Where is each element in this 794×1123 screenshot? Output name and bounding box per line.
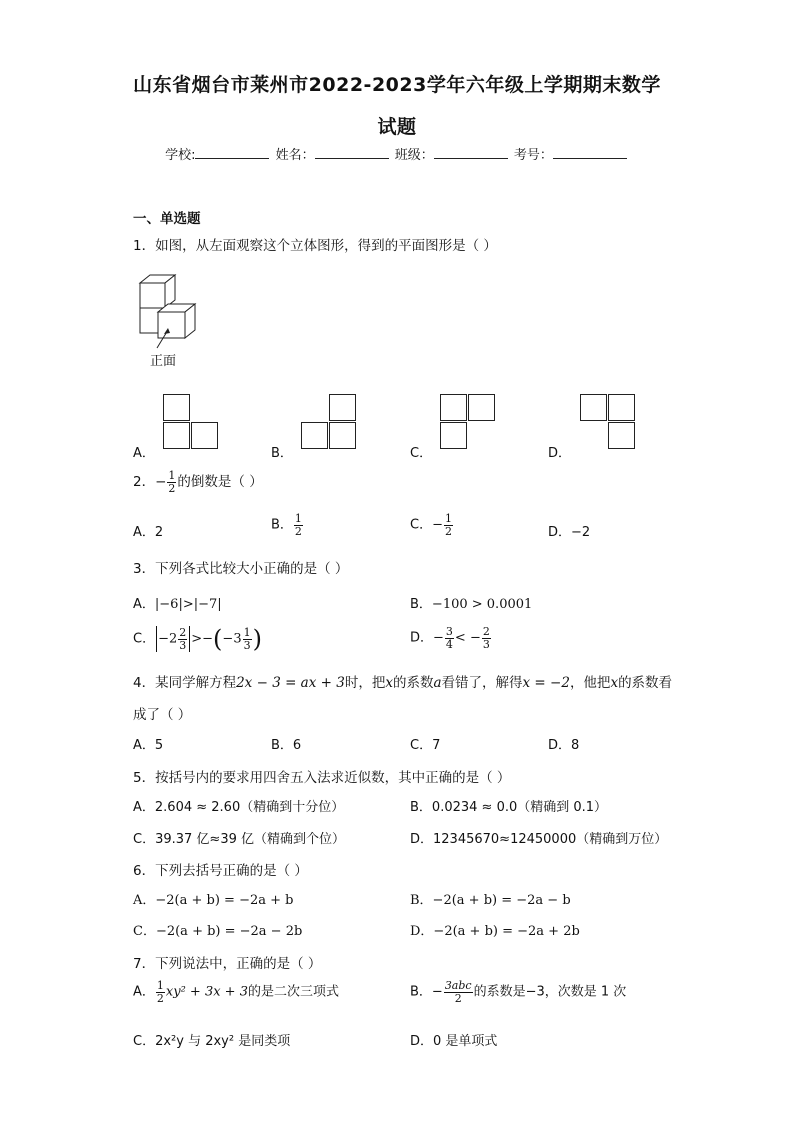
front-label: 正面 [150, 354, 177, 369]
section-heading: 一、单选题 [133, 211, 201, 227]
question-4-line2: 成了（ ） [133, 707, 192, 723]
school-label: 学校: [165, 148, 196, 163]
question-2: 2．− $\frac{1}{2}$ 的倒数是（ ） [133, 469, 263, 495]
q5-option-c[interactable]: C．39.37 亿≈39 亿（精确到个位） [133, 832, 345, 847]
number-blank[interactable] [553, 146, 627, 159]
q5-option-b[interactable]: B．0.0234 ≈ 0.0（精确到 0.1） [410, 800, 608, 815]
q4-option-d[interactable]: D．8 [548, 738, 580, 753]
question-6: 6．下列去括号正确的是（ ） [133, 863, 308, 879]
q3-option-d[interactable]: D．− $\frac{3}{4}$ < − $\frac{2}{3}$ [410, 625, 490, 651]
q1-option-d-label[interactable]: D． [548, 446, 572, 461]
q1-option-c-label[interactable]: C． [410, 446, 433, 461]
class-label: 班级： [394, 148, 434, 163]
q4-option-c[interactable]: C．7 [410, 738, 441, 753]
q7-option-a[interactable]: A． $\frac{1}{2}$ xy² + 3x + 3的是二次三项式 [133, 979, 339, 1005]
q3-option-a[interactable]: A．|−6|>|−7| [133, 597, 222, 612]
q4-option-b[interactable]: B．6 [271, 738, 302, 753]
page-title-line2: 试题 [377, 116, 417, 138]
q1-option-b-label[interactable]: B． [271, 446, 293, 461]
question-4: 4．某同学解方程2x − 3 = ax + 3时，把x的系数a看错了，解得x = −2，他把x的系数看 [133, 675, 673, 691]
q3-option-c[interactable]: C． −2 $\frac{2}{3}$ >−(−3 $\frac{1}{3}$ ) [133, 625, 262, 653]
q7-option-c[interactable]: C．2x²y 与 2xy² 是同类项 [133, 1034, 291, 1049]
question-5: 5．按括号内的要求用四舍五入法求近似数，其中正确的是（ ） [133, 770, 511, 786]
q4-option-a[interactable]: A．5 [133, 738, 164, 753]
q5-option-d[interactable]: D．12345670≈12450000（精确到万位） [410, 832, 668, 847]
q6-option-a[interactable]: A．−2(a + b) = −2a + b [133, 893, 294, 908]
question-3: 3．下列各式比较大小正确的是（ ） [133, 561, 349, 577]
number-label: 考号： [513, 148, 553, 163]
q6-option-d[interactable]: D．−2(a + b) = −2a + 2b [410, 924, 580, 939]
q6-option-c[interactable]: C．−2(a + b) = −2a − 2b [133, 924, 303, 939]
name-blank[interactable] [315, 146, 389, 159]
school-blank[interactable] [195, 146, 269, 159]
q2-option-c[interactable]: C．− $\frac{1}{2}$ [410, 512, 452, 538]
cube-front-face [158, 312, 185, 338]
cube-front-face [140, 283, 165, 308]
class-blank[interactable] [434, 146, 508, 159]
q7-option-b[interactable]: B．− $\frac{\text{3abc}}{2}$ 的系数是−3，次数是 1 次 [410, 979, 627, 1005]
q2-option-b[interactable]: B． $\frac{1}{2}$ [271, 512, 302, 538]
q5-option-a[interactable]: A．2.604 ≈ 2.60（精确到十分位） [133, 800, 345, 815]
name-label: 姓名： [275, 148, 315, 163]
q6-option-b[interactable]: B．−2(a + b) = −2a − b [410, 893, 571, 908]
q2-option-a[interactable]: A．2 [133, 525, 164, 540]
question-7: 7．下列说法中，正确的是（ ） [133, 956, 322, 972]
q7-option-d[interactable]: D．0 是单项式 [410, 1034, 498, 1049]
student-info-line [0, 144, 794, 163]
page-title: 山东省烟台市莱州市2022-2023学年六年级上学期期末数学 [133, 74, 661, 96]
question-1: 1．如图，从左面观察这个立体图形，得到的平面图形是（ ） [133, 238, 497, 254]
q1-option-a-label[interactable]: A． [133, 446, 155, 461]
q2-option-d[interactable]: D．−2 [548, 525, 591, 540]
q3-option-b[interactable]: B．−100 > 0.0001 [410, 597, 533, 612]
